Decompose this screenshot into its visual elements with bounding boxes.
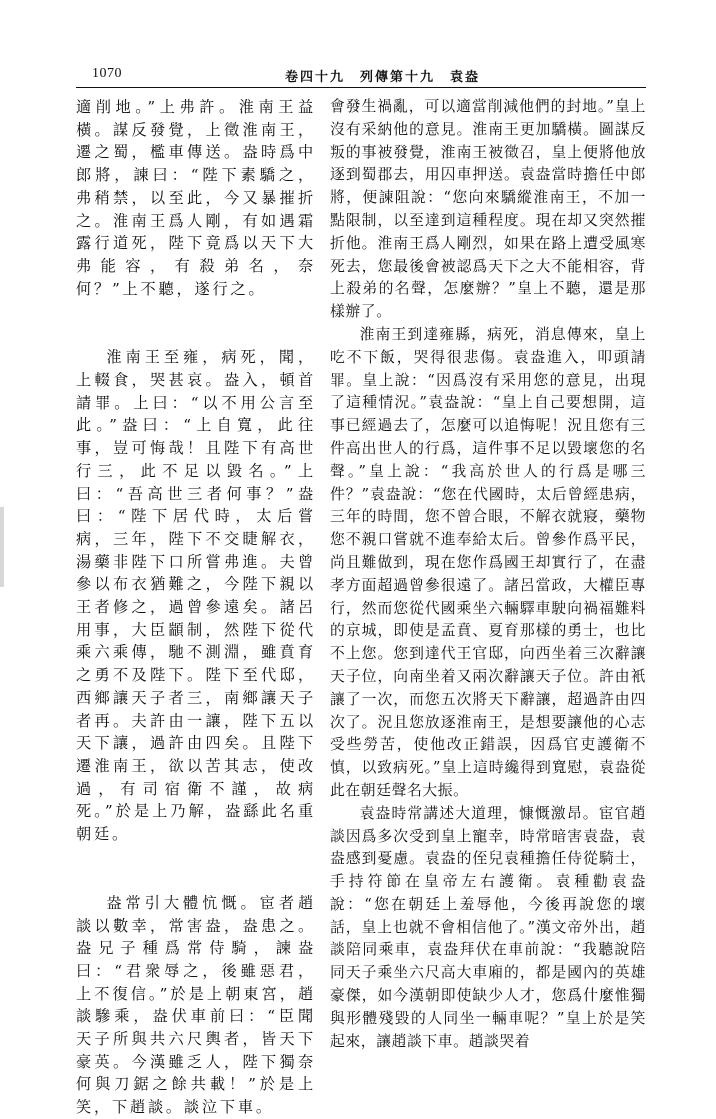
- classical-paragraph: 適削地。”上弗許。淮南王益橫。謀反發覺，上徵淮南王，遷之蜀，檻車傳送。盎時爲中郎將，諫曰：“陛下素驕之，弗稍禁，以至此，今又暴摧折之。淮南王爲人剛，有如遇霜露行道死，陛下竟爲以天下大弗能容，有殺弟名，奈何？”上不聽，遂行之。: [76, 98, 316, 298]
- translation-paragraph: 會發生禍亂，可以適當削減他們的封地。”皇上沒有采納他的意見。淮南王更加驕橫。圖謀反叛的事被發覺，淮南王被徵召，皇上便將他放逐到蜀郡去，用囚車押送。袁盎當時擔任中郎將，便諫阻說：“您向來驕縱淮南王，不加一點限制，以至達到這種程度。現在却又突然摧折他。淮南王爲人剛烈，如果在路上遭受風寒死去，您最後會被認爲天下之大不能相容，背上殺弟的名聲，怎麼辦？”皇上不聽，還是那樣辦了。: [330, 98, 646, 321]
- classical-paragraph: 盎常引大體忼慨。宦者趙談以數幸，常害盎，盎患之。盎兄子種爲常侍騎，諫盎曰：“君衆辱之，後雖惡君，上不復信。”於是上朝東宮，趙談驂乘，盎伏車前曰：“臣聞天子所與共六尺輿者，皆天下豪英。今漢雖乏人，陛下獨奈何與刀鋸之餘共載！”於是上笑，下趙談。談泣下車。: [76, 893, 316, 1117]
- translation-paragraph: 淮南王到達雍縣，病死，消息傳來，皇上吃不下飯，哭得很悲傷。袁盎進入，叩頭請罪。皇上說：“因爲沒有采用您的意見，出現了這種情況。”袁盎說：“皇上自己要想開，這事已經過去了，怎麼可以追悔呢！況且您有三件高出世人的行爲，這件事不足以毀壞您的名聲。”皇上說：“我高於世人的行爲是哪三件？”袁盎說：“您在代國時，太后曾經患病，三年的時間，您不曾合眼，不解衣就寢，藥物您不親口嘗就不進奉給太后。曾參作爲平民，尚且難做到，現在您作爲國王却實行了，在盡孝方面超過曾參很遠了。諸呂當政，大權臣專行，然而您從代國乘坐六輛驛車駛向禍福難料的京城，即使是孟賁、夏育那樣的勇士，也比不上您。您到達代王官邸，向西坐着三次辭讓天子位，向南坐着又兩次辭讓天子位。許由衹讓了一次，而您五次將天下辭讓，超過許由四次了。況且您放逐淮南王，是想要讓他的心志受些勞苦，使他改正錯誤，因爲官吏護衛不慎，以致病死。”皇上這時纔得到寬慰，袁盎從此在朝廷聲名大振。: [330, 325, 646, 799]
- classical-text-column: [76, 96, 316, 1119]
- translation-text-column: [330, 96, 646, 1053]
- scan-edge-mark: [0, 507, 4, 587]
- translation-paragraph: 袁盎時常講述大道理，慷慨激昂。宦官趙談因爲多次受到皇上寵幸，時常暗害袁盎，袁盎感到憂慮。袁盎的侄兒袁種擔任侍從騎士，手持符節在皇帝左右護衛。袁種勸袁盎說：“您在朝廷上羞辱他，今後再說您的壞話，皇上也就不會相信他了。”漢文帝外出，趙談陪同乘車，袁盎拜伏在車前說：“我聽說陪同天子乘坐六尺高大車廂的，都是國內的英雄豪傑，如今漢朝即使缺少人才，您爲什麼惟獨與形體殘毀的人同坐一輛車呢？”皇上於是笑起來，讓趙談下車。趙談哭着: [330, 804, 646, 1050]
- classical-paragraph: 淮南王至雍，病死，聞，上輟食，哭甚哀。盎入，頓首請罪。上曰：“以不用公言至此。”盎曰：“上自寬，此往事，豈可悔哉！且陛下有高世行三，此不足以毀名。”上曰：“吾高世三者何事？”盎曰：“陛下居代時，太后嘗病，三年，陛下不交睫解衣，湯藥非陛下口所嘗弗進。夫曾參以布衣猶難之，今陛下親以王者修之，過曾參遠矣。諸呂用事，大臣顓制，然陛下從代乘六乘傳，馳不測淵，雖賁育之勇不及陛下。陛下至代邸，西鄉讓天子者三，南鄉讓天子者再。夫許由一讓，陛下五以天下讓，過許由四矣。且陛下遷淮南王，欲以苦其志，使改過，有司宿衛不謹，故病死。”於是上乃解，盎繇此名重朝廷。: [76, 348, 316, 844]
- page-number: 1070: [92, 66, 122, 81]
- running-head: 卷四十九 列傳第十九 袁盎: [285, 70, 481, 85]
- header-rule: [76, 87, 646, 88]
